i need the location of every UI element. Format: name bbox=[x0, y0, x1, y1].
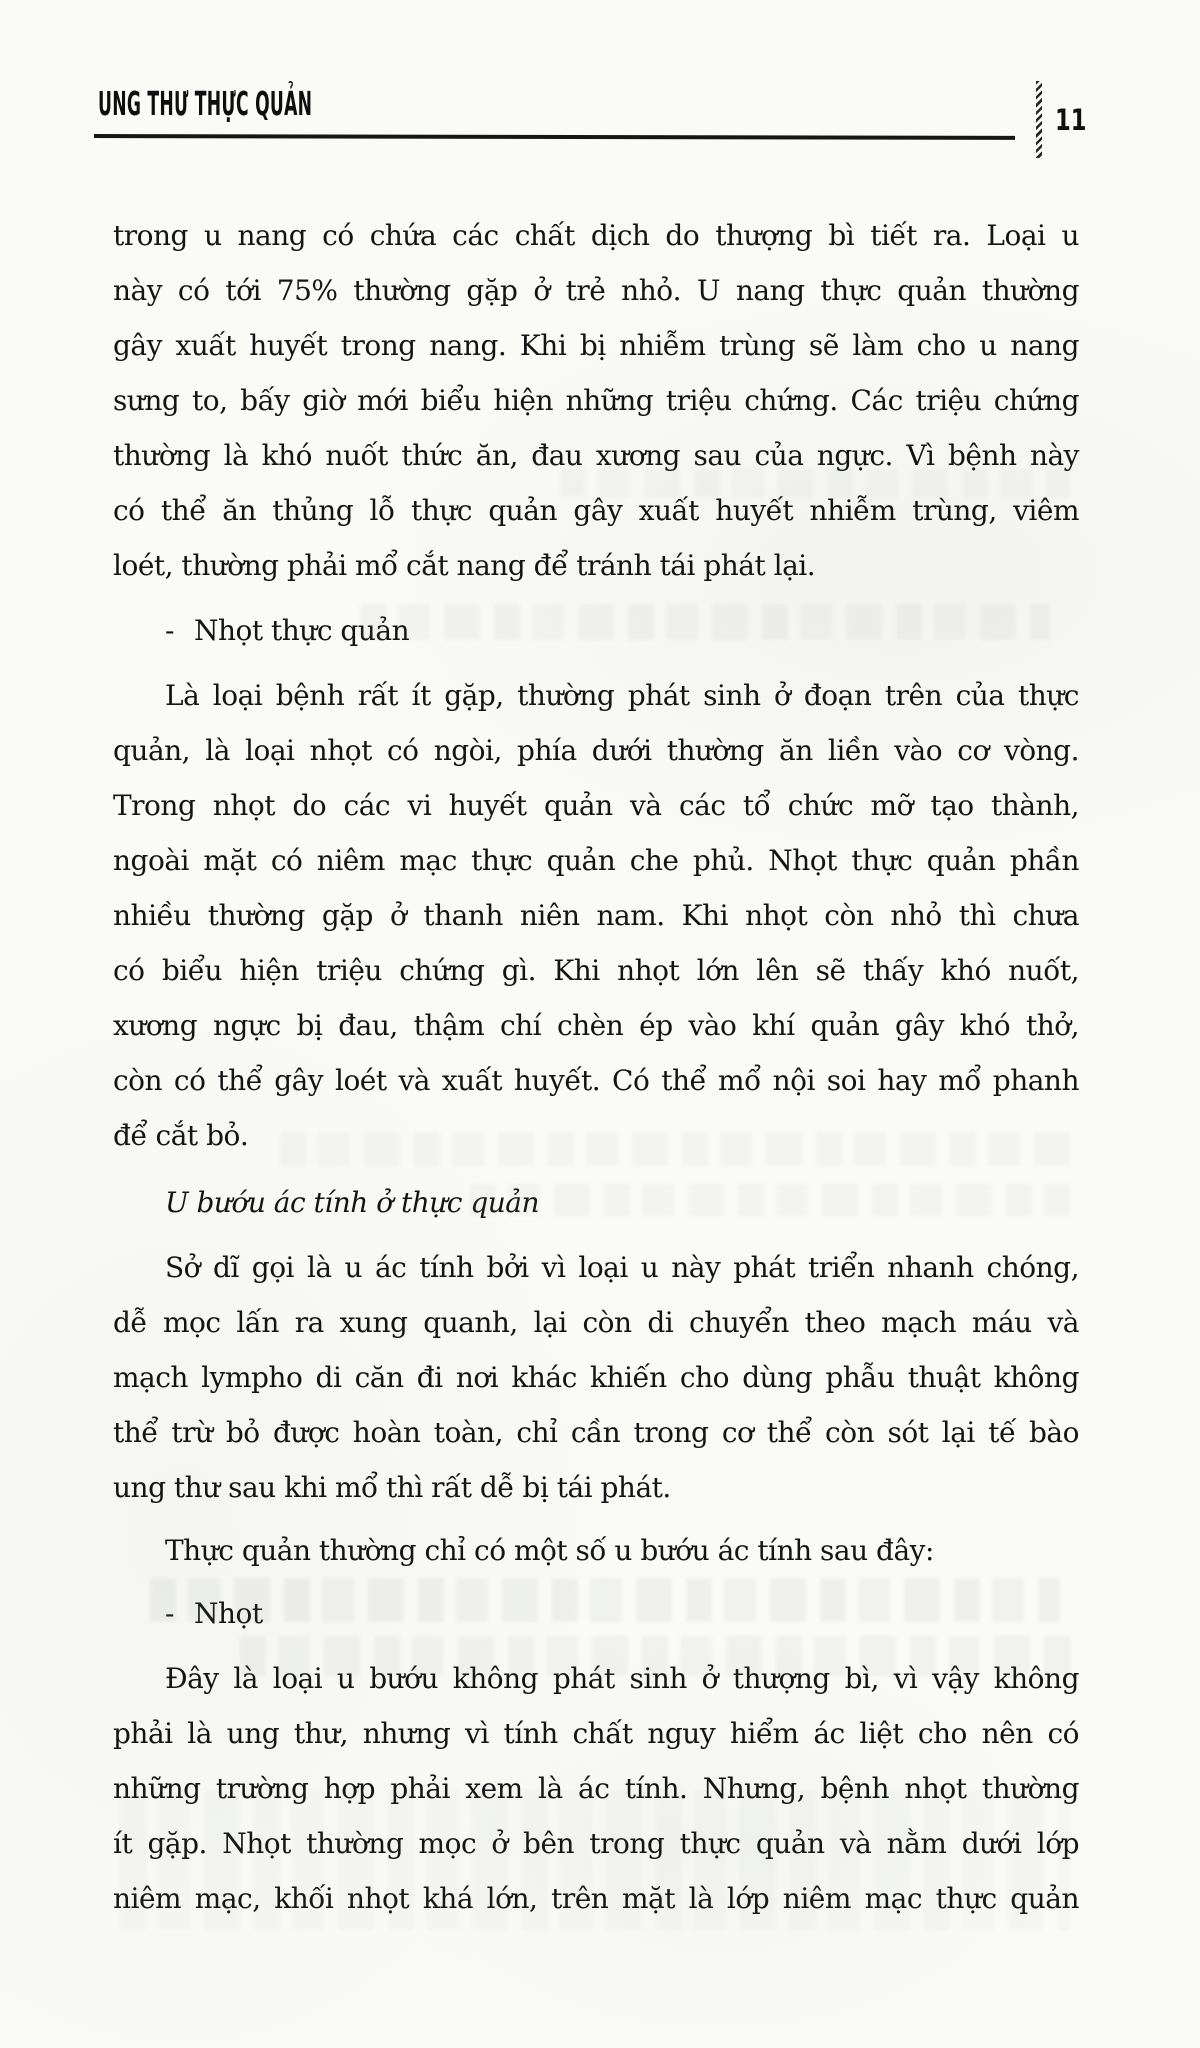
text-line: Là loại bệnh rất ít gặp, thường phát sinh ở đoạn trên của thực bbox=[165, 679, 1079, 712]
text-line: sưng to, bấy giờ mới biểu hiện những triệu chứng. Các triệu chứng bbox=[113, 384, 1079, 417]
paragraph bbox=[113, 1240, 1079, 1515]
text-line: nhiều thường gặp ở thanh niên nam. Khi nhọt còn nhỏ thì chưa bbox=[113, 899, 1079, 932]
text-line: niêm mạc, khối nhọt khá lớn, trên mặt là lớp niêm mạc thực quản bbox=[113, 1882, 1079, 1915]
text-line: thể trừ bỏ được hoàn toàn, chỉ cần trong cơ thể còn sót lại tế bào bbox=[113, 1416, 1079, 1449]
text-line: xương ngực bị đau, thậm chí chèn ép vào khí quản gây khó thở, bbox=[113, 1009, 1079, 1042]
paragraph bbox=[113, 668, 1079, 1163]
text-line: có thể ăn thủng lỗ thực quản gây xuất huyết nhiễm trùng, viêm bbox=[113, 494, 1079, 527]
running-title: UNG THƯ THỰC QUẢN bbox=[98, 84, 313, 123]
dash-item bbox=[113, 603, 1079, 658]
text-line: Trong nhọt do các vi huyết quản và các tổ chức mỡ tạo thành, bbox=[113, 789, 1079, 822]
text-line: loét, thường phải mổ cắt nang để tránh tái phát lại. bbox=[113, 549, 816, 582]
text-line: những trường hợp phải xem là ác tính. Nhưng, bệnh nhọt thường bbox=[113, 1772, 1079, 1805]
body-text-column bbox=[113, 208, 1079, 1926]
text-line: mạch lympho di căn đi nơi khác khiến cho dùng phẫu thuật không bbox=[113, 1361, 1079, 1394]
text-line: phải là ung thư, nhưng vì tính chất nguy hiểm ác liệt cho nên có bbox=[113, 1717, 1079, 1750]
paragraph bbox=[113, 1651, 1079, 1926]
text-line: còn có thể gây loét và xuất huyết. Có thể mổ nội soi hay mổ phanh bbox=[113, 1064, 1079, 1097]
paragraph bbox=[113, 208, 1079, 593]
page-number: 11 bbox=[1055, 103, 1087, 137]
text-line: ngoài mặt có niêm mạc thực quản che phủ. Nhọt thực quản phần bbox=[113, 844, 1079, 877]
text-line: thường là khó nuốt thức ăn, đau xương sau của ngực. Vì bệnh này bbox=[113, 439, 1079, 472]
italic-heading bbox=[113, 1175, 1079, 1230]
title-underline bbox=[94, 134, 1015, 140]
dash-item-label: Nhọt thực quản bbox=[193, 614, 410, 647]
italic-subheading: U bướu ác tính ở thực quản bbox=[165, 1186, 540, 1219]
text-line: Thực quản thường chỉ có một số u bướu ác tính sau đây: bbox=[165, 1534, 934, 1567]
dash-item-line bbox=[113, 1586, 1079, 1641]
text-line: có biểu hiện triệu chứng gì. Khi nhọt lớn lên sẽ thấy khó nuốt, bbox=[113, 954, 1079, 987]
paragraph bbox=[113, 1523, 1079, 1578]
text-line: dễ mọc lấn ra xung quanh, lại còn di chuyển theo mạch máu và bbox=[113, 1306, 1079, 1339]
text-line: này có tới 75% thường gặp ở trẻ nhỏ. U nang thực quản thường bbox=[113, 274, 1079, 307]
dash-bullet: - bbox=[165, 614, 174, 647]
text-line: để cắt bỏ. bbox=[113, 1119, 249, 1152]
dash-item-label: Nhọt bbox=[193, 1597, 263, 1630]
text-line: trong u nang có chứa các chất dịch do thượng bì tiết ra. Loại u bbox=[113, 219, 1079, 252]
dash-bullet: - bbox=[165, 1597, 174, 1630]
text-line: ít gặp. Nhọt thường mọc ở bên trong thực quản và nằm dưới lớp bbox=[113, 1827, 1079, 1860]
text-line: Sở dĩ gọi là u ác tính bởi vì loại u này phát triển nhanh chóng, bbox=[165, 1251, 1079, 1284]
rope-divider-line bbox=[1036, 81, 1042, 158]
text-line: quản, là loại nhọt có ngòi, phía dưới thường ăn liền vào cơ vòng. bbox=[113, 734, 1079, 767]
text-line: gây xuất huyết trong nang. Khi bị nhiễm trùng sẽ làm cho u nang bbox=[113, 329, 1079, 362]
dash-item bbox=[113, 1586, 1079, 1641]
dash-item-line bbox=[113, 603, 1079, 658]
text-line: Đây là loại u bướu không phát sinh ở thượng bì, vì vậy không bbox=[165, 1662, 1079, 1695]
text-line: ung thư sau khi mổ thì rất dễ bị tái phát. bbox=[113, 1471, 671, 1504]
